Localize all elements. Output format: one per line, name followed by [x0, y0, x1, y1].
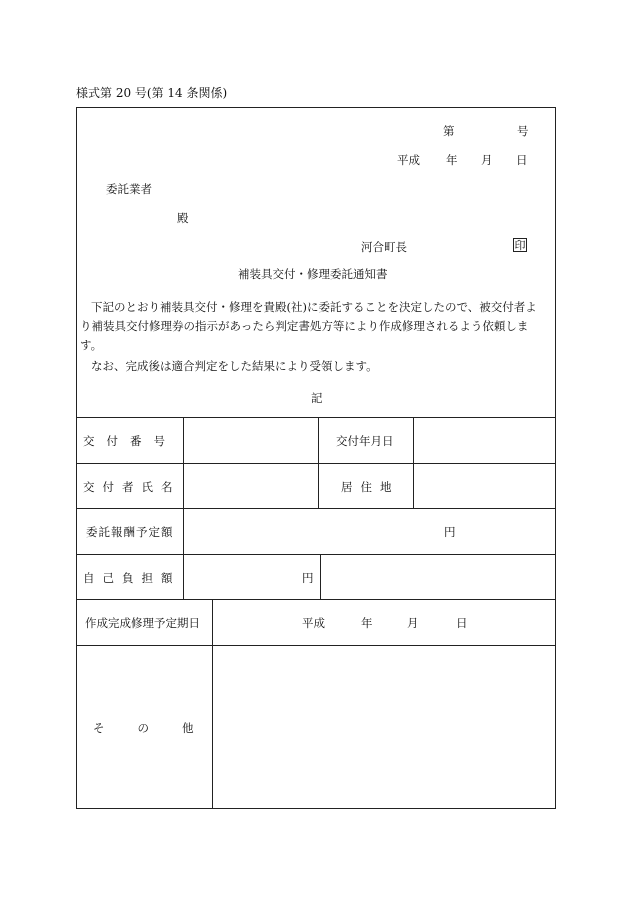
due-year: 年 — [361, 616, 373, 630]
document-title: 補装具交付・修理委託通知書 — [238, 267, 388, 281]
address-label: 居住地 — [341, 480, 400, 494]
self-pay-unit: 円 — [302, 571, 314, 585]
table-line — [76, 554, 556, 555]
number-suffix: 号 — [517, 124, 529, 138]
issuer: 河合町長 — [361, 240, 407, 254]
body-line-3: す。 — [80, 338, 103, 352]
self-pay-label: 自己負担額 — [83, 571, 181, 585]
other-value[interactable] — [213, 646, 555, 808]
seal-mark: 印 — [514, 239, 526, 252]
honorific: 殿 — [177, 211, 189, 225]
form-label: 様式第 20 号(第 14 条関係) — [76, 86, 228, 100]
date-month: 月 — [481, 153, 493, 167]
due-date-label: 作成完成修理予定期日 — [85, 616, 200, 630]
addressee-label: 委託業者 — [106, 182, 152, 196]
recipient-name-value[interactable] — [184, 464, 318, 508]
table-line — [76, 599, 556, 600]
fee-unit: 円 — [444, 525, 456, 539]
recipient-name-label: 交付者氏名 — [83, 480, 181, 494]
delivery-date-value[interactable] — [414, 418, 555, 463]
body-line-4: なお、完成後は適合判定をした結果により受領します。 — [91, 359, 378, 373]
date-day: 日 — [516, 153, 528, 167]
fee-label: 委託報酬予定額 — [86, 525, 174, 539]
table-line — [76, 508, 556, 509]
delivery-date-label: 交付年月日 — [336, 434, 394, 448]
delivery-number-value[interactable] — [184, 418, 318, 463]
other-label: その他 — [93, 721, 227, 735]
body-line-1: 下記のとおり補装具交付・修理を貴殿(社)に委託することを決定したので、被交付者よ — [91, 300, 537, 314]
due-era: 平成 — [302, 616, 325, 630]
due-day: 日 — [456, 616, 468, 630]
date-year: 年 — [446, 153, 458, 167]
address-value[interactable] — [414, 464, 555, 508]
ki-mark: 記 — [311, 391, 323, 405]
date-era: 平成 — [397, 153, 420, 167]
due-month: 月 — [407, 616, 419, 630]
table-line — [320, 554, 321, 599]
delivery-number-label: 交付番号 — [83, 434, 177, 448]
table-line — [318, 417, 319, 508]
number-prefix: 第 — [443, 124, 455, 138]
body-line-2: り補装具交付修理券の指示があったら判定書処方等により作成修理されるよう依頼しま — [80, 319, 529, 333]
